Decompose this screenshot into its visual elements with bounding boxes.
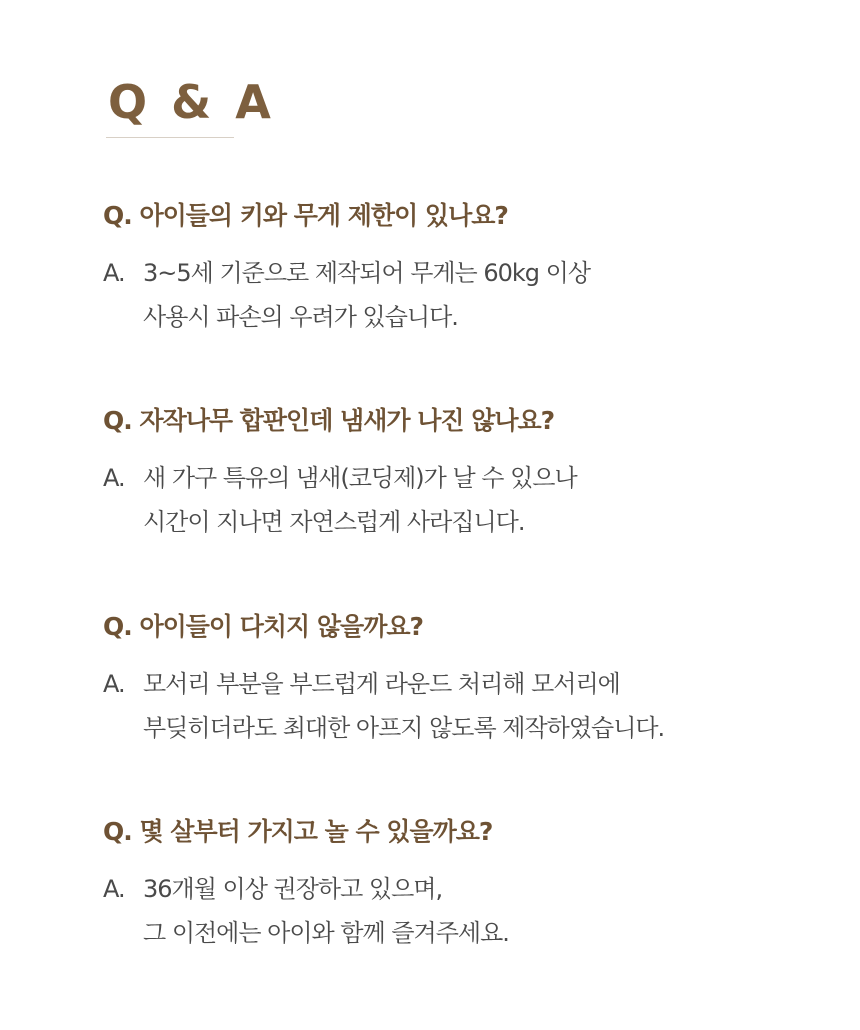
question-text: Q. 몇 살부터 가지고 놀 수 있을까요? [103, 817, 493, 846]
answer-line: 36개월 이상 권장하고 있으며, [143, 875, 443, 903]
answer-line: 3~5세 기준으로 제작되어 무게는 60kg 이상 [143, 259, 591, 287]
question-text: Q. 아이들이 다치지 않을까요? [103, 612, 424, 641]
answer-prefix: A. [103, 259, 125, 287]
answer-line: 시간이 지나면 자연스럽게 사라집니다. [143, 508, 525, 536]
answer-block [103, 251, 843, 339]
answer-prefix: A. [103, 875, 125, 903]
answer-prefix: A. [103, 670, 125, 698]
answer-line: 모서리 부분을 부드럽게 라운드 처리해 모서리에 [143, 670, 620, 698]
qa-item [103, 404, 843, 544]
answer-block [103, 662, 843, 750]
answer-block [103, 456, 843, 544]
answer-block [103, 867, 843, 955]
answer-line: 부딪히더라도 최대한 아프지 않도록 제작하였습니다. [143, 714, 665, 742]
title-divider [106, 137, 234, 138]
answer-line: 사용시 파손의 우려가 있습니다. [143, 303, 458, 331]
answer-line: 새 가구 특유의 냄새(코딩제)가 날 수 있으나 [143, 464, 577, 492]
question-text: Q. 아이들의 키와 무게 제한이 있나요? [103, 201, 508, 230]
qa-item [103, 815, 843, 955]
answer-line: 그 이전에는 아이와 함께 즐겨주세요. [143, 919, 509, 947]
answer-prefix: A. [103, 464, 125, 492]
question-text: Q. 자작나무 합판인데 냄새가 나진 않나요? [103, 406, 555, 435]
qa-item [103, 610, 843, 750]
page-title: Q & A [108, 75, 275, 129]
qa-item [103, 199, 843, 339]
